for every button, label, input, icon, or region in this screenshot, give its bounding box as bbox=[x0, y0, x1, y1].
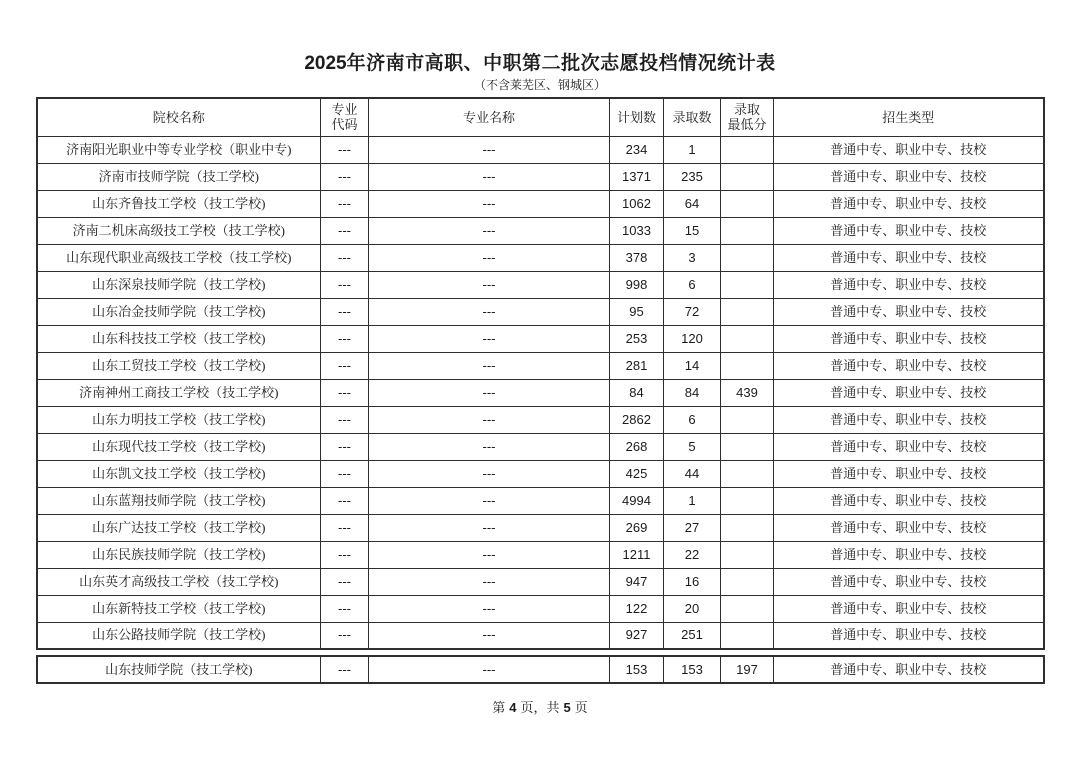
header-cell-min-score: 录取 最低分 bbox=[721, 98, 774, 136]
cell-admitted-count: 3 bbox=[664, 244, 721, 271]
cell-enrollment-type: 普通中专、职业中专、技校 bbox=[774, 163, 1044, 190]
footer-text-prefix: 第 bbox=[492, 700, 506, 715]
cell-school-name: 山东新特技工学校（技工学校) bbox=[37, 595, 321, 622]
cell-plan-count: 253 bbox=[610, 325, 664, 352]
cell-school-name: 山东公路技师学院（技工学校) bbox=[37, 622, 321, 649]
cell-major-name: --- bbox=[369, 136, 610, 163]
table-row bbox=[37, 136, 1044, 163]
cell-enrollment-type: 普通中专、职业中专、技校 bbox=[774, 460, 1044, 487]
cell-major-name: --- bbox=[369, 379, 610, 406]
cell-min-score bbox=[721, 325, 774, 352]
cell-min-score bbox=[721, 217, 774, 244]
cell-school-name: 山东凯文技工学校（技工学校) bbox=[37, 460, 321, 487]
cell-min-score bbox=[721, 298, 774, 325]
cell-enrollment-type: 普通中专、职业中专、技校 bbox=[774, 271, 1044, 298]
page-title-text: 年济南市高职、中职第二批次志愿投档情况统计表 bbox=[346, 53, 776, 74]
stats-table-body bbox=[37, 136, 1044, 649]
cell-admitted-count: 84 bbox=[664, 379, 721, 406]
cell-major-code: --- bbox=[321, 379, 369, 406]
cell-major-code: --- bbox=[321, 136, 369, 163]
cell-school-name: 山东工贸技工学校（技工学校) bbox=[37, 352, 321, 379]
table-row bbox=[37, 487, 1044, 514]
cell-admitted-count: 251 bbox=[664, 622, 721, 649]
cell-major-code: --- bbox=[321, 244, 369, 271]
cell-major-code: --- bbox=[321, 352, 369, 379]
cell-min-score bbox=[721, 541, 774, 568]
cell-school-name: 山东广达技工学校（技工学校) bbox=[37, 514, 321, 541]
cell-major-code: --- bbox=[321, 163, 369, 190]
cell-school-name: 山东冶金技师学院（技工学校) bbox=[37, 298, 321, 325]
cell-enrollment-type: 普通中专、职业中专、技校 bbox=[774, 136, 1044, 163]
cell-admitted-count: 120 bbox=[664, 325, 721, 352]
cell-school-name: 山东深泉技师学院（技工学校) bbox=[37, 271, 321, 298]
stats-table-header bbox=[37, 98, 1044, 136]
cell-min-score bbox=[721, 622, 774, 649]
cell-major-code: --- bbox=[321, 271, 369, 298]
cell-admitted-count: 5 bbox=[664, 433, 721, 460]
cell-plan-count: 4994 bbox=[610, 487, 664, 514]
cell-major-name: --- bbox=[369, 325, 610, 352]
cell-school-name: 山东现代技工学校（技工学校) bbox=[37, 433, 321, 460]
cell-major-code: --- bbox=[321, 568, 369, 595]
cell-enrollment-type: 普通中专、职业中专、技校 bbox=[774, 433, 1044, 460]
cell-major-code: --- bbox=[321, 514, 369, 541]
cell-major-code: --- bbox=[321, 190, 369, 217]
footer-text-suffix: 页 bbox=[574, 700, 588, 715]
cell-enrollment-type: 普通中专、职业中专、技校 bbox=[774, 298, 1044, 325]
table-row bbox=[37, 190, 1044, 217]
cell-enrollment-type: 普通中专、职业中专、技校 bbox=[774, 379, 1044, 406]
cell-plan-count: 1062 bbox=[610, 190, 664, 217]
cell-enrollment-type: 普通中专、职业中专、技校 bbox=[774, 656, 1044, 683]
cell-plan-count: 1033 bbox=[610, 217, 664, 244]
cell-enrollment-type: 普通中专、职业中专、技校 bbox=[774, 514, 1044, 541]
cell-plan-count: 153 bbox=[610, 656, 664, 683]
page-footer bbox=[0, 699, 1080, 716]
header-cell-school-name: 院校名称 bbox=[37, 98, 321, 136]
table-row bbox=[37, 244, 1044, 271]
cell-school-name: 山东民族技师学院（技工学校) bbox=[37, 541, 321, 568]
table-row bbox=[37, 379, 1044, 406]
cell-enrollment-type: 普通中专、职业中专、技校 bbox=[774, 487, 1044, 514]
cell-plan-count: 947 bbox=[610, 568, 664, 595]
cell-school-name: 山东科技技工学校（技工学校) bbox=[37, 325, 321, 352]
table-row bbox=[37, 568, 1044, 595]
page-subtitle: （不含莱芜区、钢城区） bbox=[473, 78, 606, 92]
cell-major-name: --- bbox=[369, 595, 610, 622]
table-row bbox=[37, 352, 1044, 379]
cell-major-code: --- bbox=[321, 622, 369, 649]
cell-min-score bbox=[721, 352, 774, 379]
cell-major-name: --- bbox=[369, 622, 610, 649]
cell-admitted-count: 15 bbox=[664, 217, 721, 244]
cell-min-score bbox=[721, 433, 774, 460]
header-cell-major-code: 专业 代码 bbox=[321, 98, 369, 136]
table-row bbox=[37, 622, 1044, 649]
cell-plan-count: 122 bbox=[610, 595, 664, 622]
footer-text-middle: 页，共 bbox=[520, 700, 560, 715]
table-row bbox=[37, 514, 1044, 541]
cell-enrollment-type: 普通中专、职业中专、技校 bbox=[774, 217, 1044, 244]
cell-major-name: --- bbox=[369, 433, 610, 460]
cell-major-code: --- bbox=[321, 460, 369, 487]
cell-major-code: --- bbox=[321, 325, 369, 352]
header-row bbox=[37, 98, 1044, 136]
cell-major-code: --- bbox=[321, 487, 369, 514]
table-row bbox=[37, 595, 1044, 622]
cell-min-score bbox=[721, 244, 774, 271]
footer-page-number: 4 bbox=[509, 700, 517, 715]
cell-major-code: --- bbox=[321, 298, 369, 325]
cell-admitted-count: 22 bbox=[664, 541, 721, 568]
cell-admitted-count: 64 bbox=[664, 190, 721, 217]
cell-admitted-count: 16 bbox=[664, 568, 721, 595]
cell-plan-count: 1211 bbox=[610, 541, 664, 568]
cell-major-code: --- bbox=[321, 656, 369, 683]
cell-admitted-count: 6 bbox=[664, 271, 721, 298]
table-row bbox=[37, 656, 1044, 683]
cell-min-score bbox=[721, 514, 774, 541]
table-row bbox=[37, 163, 1044, 190]
cell-min-score bbox=[721, 163, 774, 190]
cell-plan-count: 927 bbox=[610, 622, 664, 649]
cell-min-score bbox=[721, 406, 774, 433]
cell-admitted-count: 27 bbox=[664, 514, 721, 541]
cell-major-name: --- bbox=[369, 541, 610, 568]
cell-enrollment-type: 普通中专、职业中专、技校 bbox=[774, 622, 1044, 649]
table-row bbox=[37, 271, 1044, 298]
cell-enrollment-type: 普通中专、职业中专、技校 bbox=[774, 190, 1044, 217]
cell-school-name: 山东齐鲁技工学校（技工学校) bbox=[37, 190, 321, 217]
cell-major-name: --- bbox=[369, 460, 610, 487]
page-title bbox=[0, 52, 1080, 76]
cell-plan-count: 268 bbox=[610, 433, 664, 460]
cell-school-name: 济南市技师学院（技工学校) bbox=[37, 163, 321, 190]
cell-enrollment-type: 普通中专、职业中专、技校 bbox=[774, 541, 1044, 568]
cell-admitted-count: 14 bbox=[664, 352, 721, 379]
cell-school-name: 山东技师学院（技工学校) bbox=[37, 656, 321, 683]
cell-min-score bbox=[721, 595, 774, 622]
cell-major-name: --- bbox=[369, 487, 610, 514]
stats-table-fragment bbox=[36, 655, 1045, 684]
cell-min-score bbox=[721, 136, 774, 163]
cell-admitted-count: 1 bbox=[664, 487, 721, 514]
table-row bbox=[37, 541, 1044, 568]
cell-min-score: 439 bbox=[721, 379, 774, 406]
cell-major-name: --- bbox=[369, 217, 610, 244]
cell-min-score bbox=[721, 271, 774, 298]
cell-plan-count: 95 bbox=[610, 298, 664, 325]
table-row bbox=[37, 298, 1044, 325]
cell-major-name: --- bbox=[369, 568, 610, 595]
cell-plan-count: 1371 bbox=[610, 163, 664, 190]
cell-major-name: --- bbox=[369, 271, 610, 298]
table-row bbox=[37, 217, 1044, 244]
cell-major-name: --- bbox=[369, 298, 610, 325]
cell-school-name: 山东蓝翔技师学院（技工学校) bbox=[37, 487, 321, 514]
stats-table bbox=[36, 97, 1045, 650]
cell-admitted-count: 20 bbox=[664, 595, 721, 622]
cell-plan-count: 84 bbox=[610, 379, 664, 406]
cell-min-score bbox=[721, 487, 774, 514]
cell-major-name: --- bbox=[369, 406, 610, 433]
cell-plan-count: 234 bbox=[610, 136, 664, 163]
cell-major-code: --- bbox=[321, 406, 369, 433]
cell-admitted-count: 153 bbox=[664, 656, 721, 683]
header-cell-plan-count: 计划数 bbox=[610, 98, 664, 136]
cell-enrollment-type: 普通中专、职业中专、技校 bbox=[774, 325, 1044, 352]
cell-major-name: --- bbox=[369, 514, 610, 541]
footer-total-pages: 5 bbox=[563, 700, 571, 715]
cell-enrollment-type: 普通中专、职业中专、技校 bbox=[774, 352, 1044, 379]
cell-min-score bbox=[721, 568, 774, 595]
stats-table-fragment-body bbox=[37, 656, 1044, 683]
cell-enrollment-type: 普通中专、职业中专、技校 bbox=[774, 406, 1044, 433]
cell-enrollment-type: 普通中专、职业中专、技校 bbox=[774, 568, 1044, 595]
header-cell-major-name: 专业名称 bbox=[369, 98, 610, 136]
cell-school-name: 山东力明技工学校（技工学校) bbox=[37, 406, 321, 433]
table-row bbox=[37, 433, 1044, 460]
cell-admitted-count: 44 bbox=[664, 460, 721, 487]
cell-major-code: --- bbox=[321, 595, 369, 622]
cell-admitted-count: 6 bbox=[664, 406, 721, 433]
table-row bbox=[37, 460, 1044, 487]
page-title-year: 2025 bbox=[304, 53, 347, 74]
cell-plan-count: 269 bbox=[610, 514, 664, 541]
cell-plan-count: 281 bbox=[610, 352, 664, 379]
cell-major-name: --- bbox=[369, 163, 610, 190]
cell-plan-count: 425 bbox=[610, 460, 664, 487]
cell-major-code: --- bbox=[321, 433, 369, 460]
header-cell-admitted-count: 录取数 bbox=[664, 98, 721, 136]
cell-major-name: --- bbox=[369, 190, 610, 217]
cell-enrollment-type: 普通中专、职业中专、技校 bbox=[774, 595, 1044, 622]
cell-school-name: 济南阳光职业中等专业学校（职业中专) bbox=[37, 136, 321, 163]
cell-admitted-count: 72 bbox=[664, 298, 721, 325]
cell-plan-count: 2862 bbox=[610, 406, 664, 433]
cell-major-code: --- bbox=[321, 541, 369, 568]
cell-min-score: 197 bbox=[721, 656, 774, 683]
cell-admitted-count: 1 bbox=[664, 136, 721, 163]
table-row bbox=[37, 406, 1044, 433]
cell-school-name: 山东英才高级技工学校（技工学校) bbox=[37, 568, 321, 595]
cell-school-name: 山东现代职业高级技工学校（技工学校) bbox=[37, 244, 321, 271]
header-cell-enrollment-type: 招生类型 bbox=[774, 98, 1044, 136]
cell-school-name: 济南神州工商技工学校（技工学校) bbox=[37, 379, 321, 406]
cell-major-name: --- bbox=[369, 244, 610, 271]
cell-min-score bbox=[721, 190, 774, 217]
table-row bbox=[37, 325, 1044, 352]
cell-plan-count: 998 bbox=[610, 271, 664, 298]
cell-major-name: --- bbox=[369, 656, 610, 683]
cell-admitted-count: 235 bbox=[664, 163, 721, 190]
cell-major-code: --- bbox=[321, 217, 369, 244]
cell-school-name: 济南二机床高级技工学校（技工学校) bbox=[37, 217, 321, 244]
cell-enrollment-type: 普通中专、职业中专、技校 bbox=[774, 244, 1044, 271]
cell-plan-count: 378 bbox=[610, 244, 664, 271]
cell-min-score bbox=[721, 460, 774, 487]
cell-major-name: --- bbox=[369, 352, 610, 379]
